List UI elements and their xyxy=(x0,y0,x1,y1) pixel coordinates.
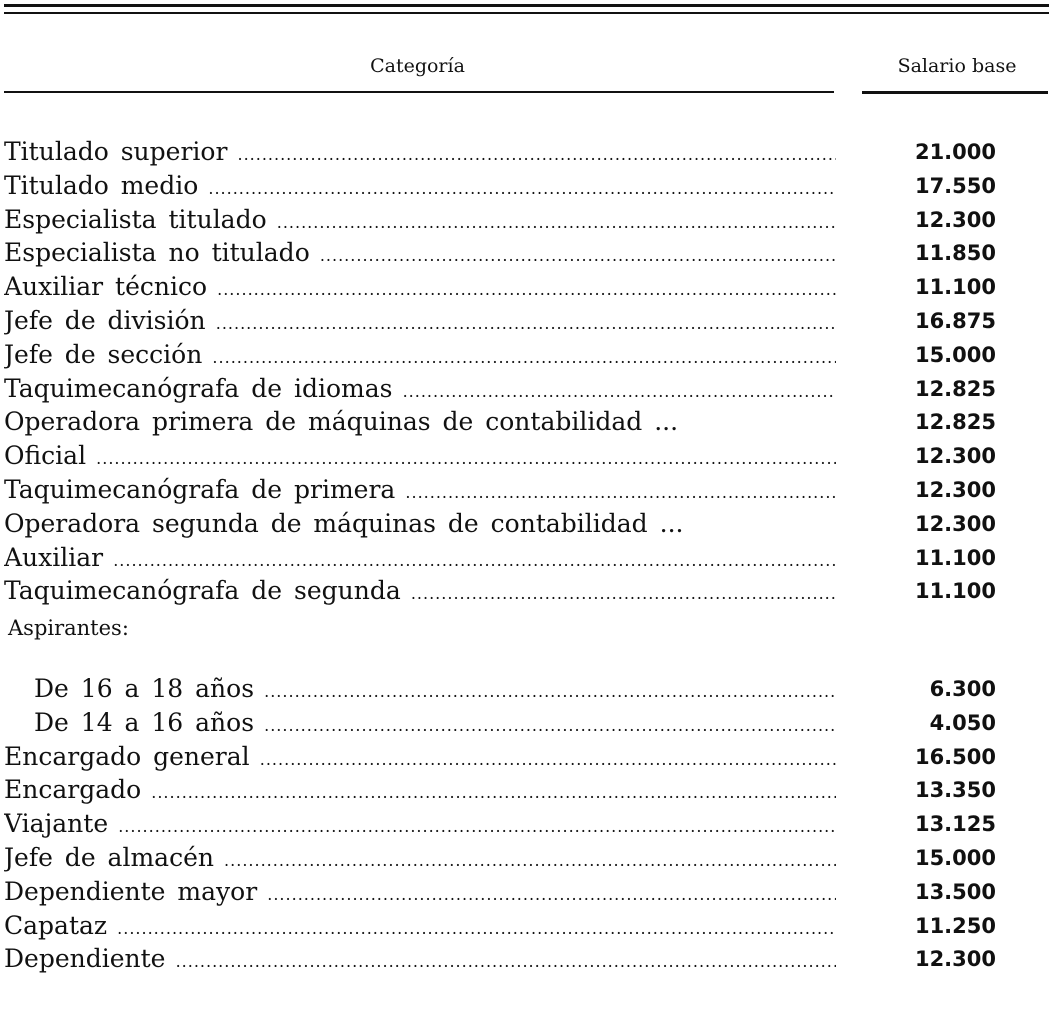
category-label: Capataz ..... xyxy=(4,909,836,946)
table-row xyxy=(4,203,1014,237)
category-label: Auxiliar ..... xyxy=(4,541,836,578)
section-heading-aspirantes: Aspirantes: xyxy=(8,616,129,640)
salary-value: 21.000 xyxy=(914,140,996,164)
salary-value: 4.050 xyxy=(929,710,996,735)
salary-value: 11.100 xyxy=(914,579,996,604)
table-row xyxy=(4,439,1014,473)
table-row xyxy=(4,135,1014,169)
salary-value: 17.550 xyxy=(914,173,996,198)
salary-value: 13.125 xyxy=(914,812,996,837)
table-row xyxy=(4,507,1014,541)
salary-value: 13.500 xyxy=(914,879,996,904)
salary-value: 11.100 xyxy=(914,275,996,300)
salary-value: 13.350 xyxy=(914,778,996,803)
column-header-salary: Salario base xyxy=(897,55,1017,77)
category-label: Operadora primera de máquinas de contabilidad ... xyxy=(4,407,679,437)
category-label: Especialista titulado ..... xyxy=(4,203,836,240)
category-label: Jefe de almacén ..... xyxy=(4,841,836,878)
top-rule-thick xyxy=(4,4,1049,7)
table-row xyxy=(4,304,1014,338)
table-row xyxy=(4,841,1014,875)
salary-value: 15.000 xyxy=(914,846,996,870)
header-rule-salary xyxy=(862,91,1048,94)
category-label: Jefe de sección ..... xyxy=(4,338,836,375)
salary-value: 12.825 xyxy=(914,376,996,401)
top-rule-thin xyxy=(4,12,1049,14)
category-label: Titulado medio ..... xyxy=(4,169,836,206)
table-row xyxy=(4,740,1014,774)
table-row xyxy=(4,236,1014,270)
salary-value: 12.300 xyxy=(914,947,996,972)
category-label: Especialista no titulado ..... xyxy=(4,236,836,273)
salary-value: 6.300 xyxy=(929,677,996,701)
table-row xyxy=(4,405,1014,439)
category-label: Encargado general ..... xyxy=(4,740,836,777)
salary-value: 16.500 xyxy=(914,744,996,769)
table-row xyxy=(4,773,1014,807)
salary-value: 16.875 xyxy=(914,309,996,333)
salary-value: 12.300 xyxy=(914,511,996,536)
table-row xyxy=(4,473,1014,507)
category-label: Jefe de división ..... xyxy=(4,304,836,341)
salary-value: 12.300 xyxy=(914,207,996,232)
salary-value: 12.300 xyxy=(914,444,996,469)
salary-value: 11.850 xyxy=(914,241,996,266)
category-label: Oficial ..... xyxy=(4,439,836,476)
category-label: Auxiliar técnico ..... xyxy=(4,270,836,307)
table-row xyxy=(4,541,1014,575)
salary-value: 11.250 xyxy=(914,913,996,938)
category-label: Titulado superior ..... xyxy=(4,135,836,172)
category-label: Taquimecanógrafa de idiomas ..... xyxy=(4,372,836,409)
category-label: Taquimecanógrafa de segunda ..... xyxy=(4,574,836,611)
category-label: Dependiente mayor ..... xyxy=(4,875,836,912)
salary-value: 11.100 xyxy=(914,545,996,570)
category-label: De 14 a 16 años ..... xyxy=(34,706,836,743)
category-label: Encargado ..... xyxy=(4,773,836,810)
table-row xyxy=(4,169,1014,203)
column-header-category: Categoría xyxy=(370,55,465,77)
category-label: Dependiente ..... xyxy=(4,942,836,979)
table-row xyxy=(4,942,1014,976)
table-row xyxy=(4,875,1014,909)
table-row xyxy=(4,706,1014,740)
table-row xyxy=(4,909,1014,943)
header-rule-category xyxy=(4,91,834,93)
table-row xyxy=(4,574,1014,608)
salary-value: 12.825 xyxy=(914,410,996,435)
table-row xyxy=(4,807,1014,841)
table-row xyxy=(4,672,1014,706)
salary-value: 15.000 xyxy=(914,342,996,367)
table-row xyxy=(4,372,1014,406)
table-row xyxy=(4,270,1014,304)
category-label: De 16 a 18 años ..... xyxy=(34,672,836,709)
category-label: Viajante ..... xyxy=(4,807,836,844)
category-label: Operadora segunda de máquinas de contabilidad ... xyxy=(4,508,684,538)
category-label: Taquimecanógrafa de primera ..... xyxy=(4,473,836,510)
salary-value: 12.300 xyxy=(914,478,996,502)
table-row xyxy=(4,338,1014,372)
